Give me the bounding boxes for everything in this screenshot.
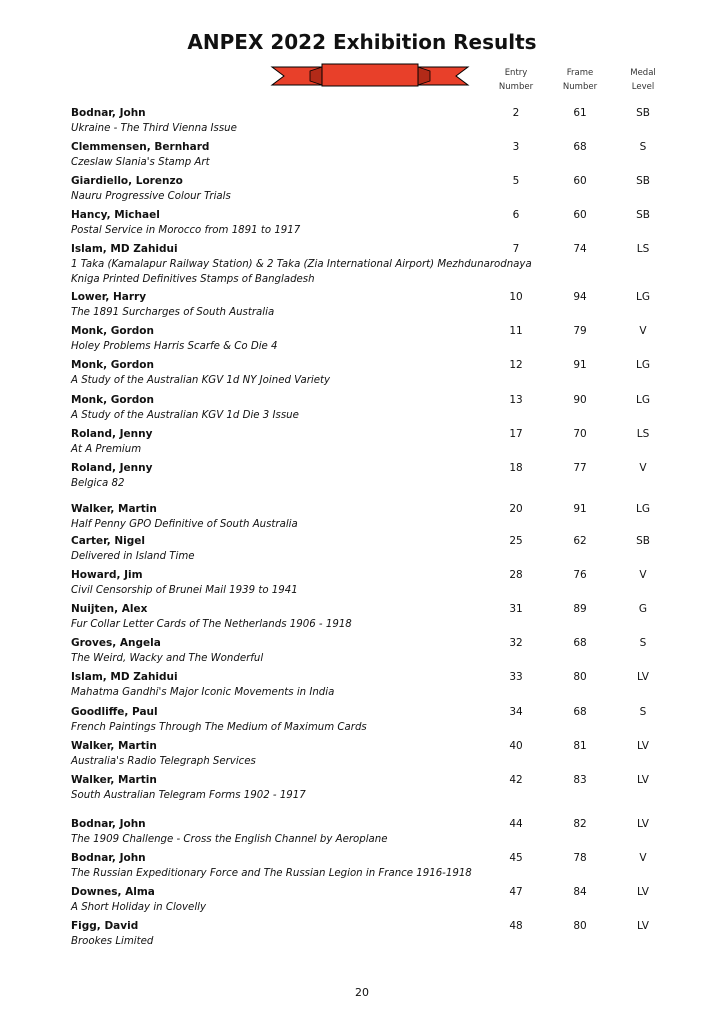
frame-number: 83 — [573, 774, 587, 786]
exhibitor-name: Hancy, Michael — [71, 209, 160, 221]
header-medal-line1: Medal — [630, 68, 656, 78]
table-row — [0, 427, 724, 461]
table-row — [0, 851, 724, 885]
exhibit-title: 1 Taka (Kamalapur Railway Station) & 2 Taka (Zia International Airport) Mezhdunarodnaya Kniga Printed Definitives Stamps of Bangladesh — [71, 259, 532, 285]
frame-number: 68 — [573, 706, 587, 718]
table-row — [0, 705, 724, 739]
entry-number: 7 — [512, 243, 520, 255]
exhibitor-name: Walker, Martin — [71, 740, 157, 752]
ribbon-banner-icon — [270, 62, 470, 90]
medal-level: LG — [636, 503, 650, 515]
header-entry-line1: Entry — [504, 68, 528, 78]
entry-number: 18 — [509, 462, 523, 474]
exhibitor-name: Roland, Jenny — [71, 462, 153, 474]
table-row — [0, 106, 724, 140]
exhibit-title: A Study of the Australian KGV 1d NY Joined Variety — [71, 375, 331, 386]
exhibit-title: The 1891 Surcharges of South Australia — [71, 307, 275, 318]
exhibit-title: A Study of the Australian KGV 1d Die 3 Issue — [71, 410, 299, 421]
exhibitor-name: Giardiello, Lorenzo — [71, 175, 183, 187]
exhibitor-name: Roland, Jenny — [71, 428, 153, 440]
frame-number: 80 — [573, 920, 587, 932]
exhibit-title: The 1909 Challenge - Cross the English Channel by Aeroplane — [71, 834, 388, 845]
table-row — [0, 242, 724, 285]
entry-number: 31 — [509, 603, 523, 615]
exhibit-title: Delivered in Island Time — [71, 551, 195, 562]
exhibit-title: At A Premium — [71, 444, 142, 455]
exhibitor-name: Islam, MD Zahidui — [71, 243, 178, 255]
entry-number: 25 — [509, 535, 523, 547]
exhibit-title: Mahatma Gandhi's Major Iconic Movements in India — [71, 687, 335, 698]
table-row — [0, 885, 724, 919]
medal-level: SB — [636, 209, 650, 221]
exhibit-title: Fur Collar Letter Cards of The Netherlands 1906 - 1918 — [71, 619, 352, 630]
table-row — [0, 739, 724, 773]
exhibit-title: Australia's Radio Telegraph Services — [71, 756, 256, 767]
medal-level: V — [639, 852, 647, 864]
entry-number: 11 — [509, 325, 523, 337]
frame-number: 81 — [573, 740, 587, 752]
entry-number: 10 — [509, 291, 523, 303]
exhibit-title: A Short Holiday in Clovelly — [71, 902, 207, 913]
exhibitor-name: Goodliffe, Paul — [71, 706, 158, 718]
exhibitor-name: Clemmensen, Bernhard — [71, 141, 210, 153]
exhibitor-name: Figg, David — [71, 920, 139, 932]
exhibitor-name: Lower, Harry — [71, 291, 147, 303]
entry-number: 5 — [512, 175, 520, 187]
frame-number: 82 — [573, 818, 587, 830]
table-row — [0, 602, 724, 636]
medal-level: S — [639, 637, 647, 649]
frame-number: 84 — [573, 886, 587, 898]
entry-number: 3 — [512, 141, 520, 153]
frame-number: 68 — [573, 141, 587, 153]
ribbon-center — [322, 64, 418, 86]
frame-number: 76 — [573, 569, 587, 581]
frame-number: 94 — [573, 291, 587, 303]
exhibit-title: Brookes Limited — [71, 936, 154, 947]
medal-level: LV — [637, 920, 649, 932]
medal-level: LV — [637, 818, 649, 830]
entry-number: 40 — [509, 740, 523, 752]
entry-number: 6 — [512, 209, 520, 221]
medal-level: LV — [637, 774, 649, 786]
exhibit-title: Czeslaw Slania's Stamp Art — [71, 157, 210, 168]
table-row — [0, 817, 724, 851]
table-row — [0, 174, 724, 208]
page-title: ANPEX 2022 Exhibition Results — [187, 30, 537, 54]
medal-level: S — [639, 141, 647, 153]
exhibitor-name: Monk, Gordon — [71, 325, 154, 337]
medal-level: G — [638, 603, 648, 615]
exhibitor-name: Howard, Jim — [71, 569, 143, 581]
table-row — [0, 290, 724, 324]
header-frame-line1: Frame — [566, 68, 594, 78]
entry-number: 32 — [509, 637, 523, 649]
entry-number: 45 — [509, 852, 523, 864]
frame-number: 70 — [573, 428, 587, 440]
medal-level: V — [639, 325, 647, 337]
frame-number: 60 — [573, 175, 587, 187]
frame-number: 78 — [573, 852, 587, 864]
medal-level: LG — [636, 291, 650, 303]
exhibitor-name: Monk, Gordon — [71, 394, 154, 406]
exhibitor-name: Nuijten, Alex — [71, 603, 148, 615]
exhibitor-name: Walker, Martin — [71, 774, 157, 786]
medal-level: SB — [636, 535, 650, 547]
entry-number: 28 — [509, 569, 523, 581]
table-row — [0, 568, 724, 602]
frame-number: 91 — [573, 359, 587, 371]
frame-number: 79 — [573, 325, 587, 337]
medal-level: LV — [637, 671, 649, 683]
frame-number: 77 — [573, 462, 587, 474]
entry-number: 33 — [509, 671, 523, 683]
exhibitor-name: Bodnar, John — [71, 818, 146, 830]
table-row — [0, 773, 724, 807]
medal-level: SB — [636, 107, 650, 119]
exhibit-title: French Paintings Through The Medium of Maximum Cards — [71, 722, 367, 733]
table-row — [0, 502, 724, 536]
exhibitor-name: Groves, Angela — [71, 637, 161, 649]
exhibit-title: Half Penny GPO Definitive of South Australia — [71, 519, 298, 530]
table-row — [0, 919, 724, 953]
frame-number: 90 — [573, 394, 587, 406]
table-row — [0, 324, 724, 358]
exhibit-title: South Australian Telegram Forms 1902 - 1917 — [71, 790, 306, 801]
exhibitor-name: Downes, Alma — [71, 886, 155, 898]
medal-level: LS — [636, 243, 650, 255]
medal-level: LG — [636, 394, 650, 406]
frame-number: 89 — [573, 603, 587, 615]
exhibit-title: The Weird, Wacky and The Wonderful — [71, 653, 264, 664]
medal-level: LV — [637, 886, 649, 898]
exhibit-title: Civil Censorship of Brunei Mail 1939 to 1941 — [71, 585, 298, 596]
exhibitor-name: Carter, Nigel — [71, 535, 146, 547]
entry-number: 47 — [509, 886, 523, 898]
entry-number: 44 — [509, 818, 523, 830]
page-number: 20 — [355, 986, 369, 999]
entry-number: 34 — [509, 706, 523, 718]
medal-level: LG — [636, 359, 650, 371]
entry-number: 48 — [509, 920, 523, 932]
frame-number: 62 — [573, 535, 587, 547]
exhibit-title: Holey Problems Harris Scarfe & Co Die 4 — [71, 341, 278, 352]
medal-level: S — [639, 706, 647, 718]
table-row — [0, 358, 724, 392]
entry-number: 42 — [509, 774, 523, 786]
medal-level: V — [639, 462, 647, 474]
exhibitor-name: Bodnar, John — [71, 107, 146, 119]
exhibit-title: Postal Service in Morocco from 1891 to 1917 — [71, 225, 301, 236]
medal-level: V — [639, 569, 647, 581]
frame-number: 61 — [573, 107, 587, 119]
exhibitor-name: Islam, MD Zahidui — [71, 671, 178, 683]
entry-number: 17 — [509, 428, 523, 440]
entry-number: 12 — [509, 359, 523, 371]
frame-number: 74 — [573, 243, 587, 255]
header-entry-line2: Number — [498, 82, 534, 92]
exhibitor-name: Walker, Martin — [71, 503, 157, 515]
table-row — [0, 636, 724, 670]
table-row — [0, 208, 724, 242]
frame-number: 68 — [573, 637, 587, 649]
frame-number: 91 — [573, 503, 587, 515]
table-row — [0, 140, 724, 174]
header-medal-level — [603, 66, 683, 94]
exhibit-title: Nauru Progressive Colour Trials — [71, 191, 231, 202]
medal-level: LS — [636, 428, 650, 440]
frame-number: 60 — [573, 209, 587, 221]
medal-level: SB — [636, 175, 650, 187]
exhibit-title: Ukraine - The Third Vienna Issue — [71, 123, 237, 134]
exhibit-title: The Russian Expeditionary Force and The Russian Legion in France 1916-1918 — [71, 868, 472, 879]
table-row — [0, 534, 724, 568]
table-row — [0, 670, 724, 704]
exhibit-title: Belgica 82 — [71, 478, 125, 489]
frame-number: 80 — [573, 671, 587, 683]
header-medal-line2: Level — [631, 82, 655, 92]
entry-number: 20 — [509, 503, 523, 515]
exhibitor-name: Monk, Gordon — [71, 359, 154, 371]
exhibitor-name: Bodnar, John — [71, 852, 146, 864]
table-row — [0, 393, 724, 427]
entry-number: 13 — [509, 394, 523, 406]
header-frame-line2: Number — [562, 82, 598, 92]
table-row — [0, 461, 724, 495]
entry-number: 2 — [512, 107, 520, 119]
medal-level: LV — [637, 740, 649, 752]
